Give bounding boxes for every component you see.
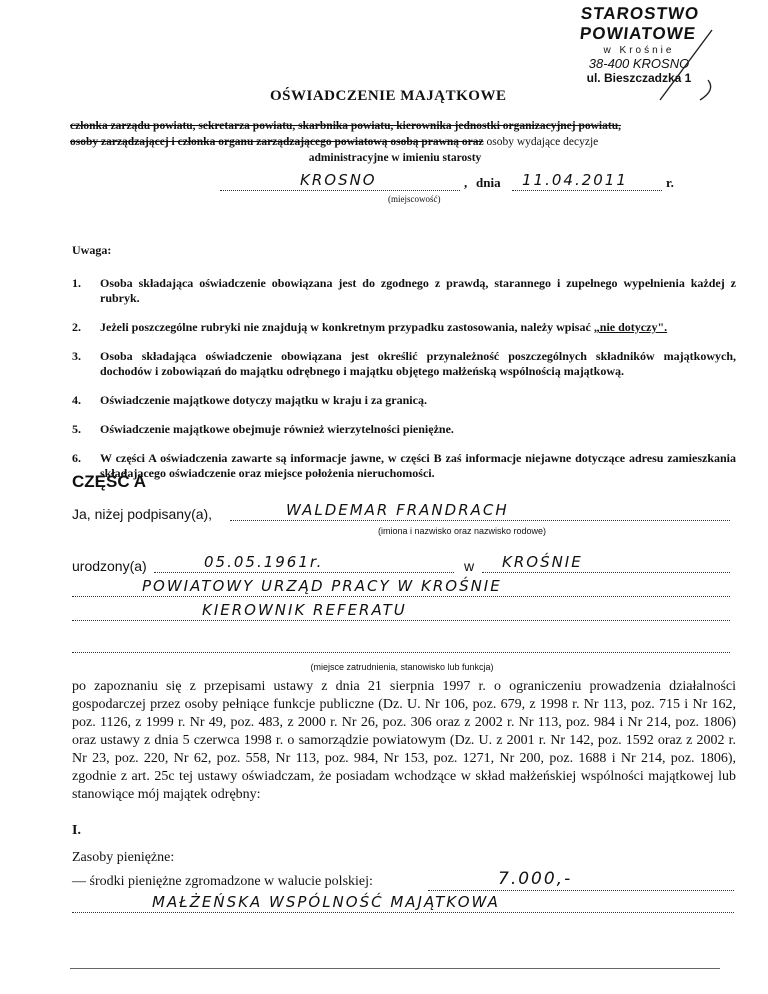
- cash-pln-row: [72, 869, 736, 916]
- stamp-line-1: STAROSTWO POWIATOWE: [578, 4, 701, 43]
- cash-pln-label: — środki pieniężne zgromadzone w walucie polskiej:: [72, 874, 373, 889]
- place-caption: (miejscowość): [388, 194, 441, 204]
- struck-text-2: osoby zarządzającej i członka organu zarządzającego powiatową osobą prawną oraz: [70, 136, 484, 148]
- date-field: [512, 172, 662, 191]
- note-item: 3. Osoba składająca oświadczenie obowiązana jest określić przynależność poszczególnych składników majątkowych, dochodów i zobowiązań do majątku odrębnego i majątku objętego małżeńską wspólnością majątkową.: [72, 349, 736, 378]
- note-item: 1. Osoba składająca oświadczenie obowiązana jest do zgodnego z prawdą, starannego i zupełnego wypełnienia każdej z rubryk.: [72, 276, 736, 305]
- cash-pln-note-field: [72, 894, 734, 913]
- place-date-line: KROSNO , dnia 11.04.2011 r. (miejscowość): [220, 172, 740, 194]
- cash-pln-note: MAŁŻEŃSKA WSPÓLNOŚĆ MAJĄTKOWA: [152, 893, 500, 911]
- workplace-value-2: KIEROWNIK REFERATU: [202, 601, 407, 619]
- notes-list: [72, 276, 736, 495]
- name-value: WALDEMAR FRANDRACH: [286, 501, 509, 519]
- zasoby-heading: Zasoby pieniężne:: [72, 850, 175, 865]
- place-field: [220, 172, 460, 191]
- note-item: 6. W części A oświadczenia zawarte są informacje jawne, w części B zaś informacje niejawne dotyczące adresu zamieszkania składającego oświadczenie oraz miejsce położenia nieruchomości.: [72, 451, 736, 480]
- personal-data-form: [72, 502, 732, 672]
- date-suffix: r.: [666, 175, 674, 190]
- bottom-divider: [70, 968, 720, 969]
- intro-rest: osoby wydające decyzje: [486, 136, 599, 148]
- workplace-field-3: [72, 634, 730, 653]
- stamp-line-4: ul. Bieszczadzka 1: [586, 71, 692, 85]
- workplace-field-1: [72, 578, 730, 597]
- uwaga-heading: Uwaga:: [72, 243, 112, 257]
- date-value: 11.04.2011: [522, 171, 628, 189]
- note-item: 2. Jeżeli poszczególne rubryki nie znajdują w konkretnym przypadku zastosowania, należy wpisać „nie dotyczy".: [72, 320, 668, 334]
- cash-pln-amount: 7.000,-: [498, 869, 573, 889]
- document-title: OŚWIADCZENIE MAJĄTKOWE: [270, 88, 507, 104]
- workplace-field-2: [72, 602, 730, 621]
- note-item: 4. Oświadczenie majątkowe dotyczy majątku w kraju i za granicą.: [72, 393, 427, 407]
- workplace-caption: (miejsce zatrudnienia, stanowisko lub funkcja): [310, 662, 494, 672]
- in-label: w: [464, 558, 475, 574]
- signed-label: Ja, niżej podpisany(a),: [72, 506, 213, 522]
- date-label: dnia: [476, 175, 501, 190]
- born-label: urodzony(a): [72, 558, 147, 574]
- stamp-line-2: w Krośnie: [603, 45, 675, 56]
- name-field: [230, 502, 730, 521]
- intro-block: [70, 118, 720, 166]
- workplace-value-1: POWIATOWY URZĄD PRACY W KROŚNIE: [142, 577, 502, 595]
- born-date-field: [154, 554, 454, 573]
- section-heading-czesc-a: CZĘŚĆ A: [72, 472, 146, 491]
- stamp-line-3: 38-400 KROSNO: [588, 56, 690, 71]
- legal-paragraph: po zapoznaniu się z przepisami ustawy z dnia 21 sierpnia 1997 r. o ograniczeniu prowadzenia działalności gospodarczej przez osoby pełniące funkcje publiczne (Dz. U. Nr 106, poz. 679, z 1998 r. Nr 113, poz. 715 i Nr 162, poz. 1126, z 1999 r. Nr 49, poz. 483, z 2000 r. Nr 26, poz. 306 oraz z 2002 r. Nr 113, poz. 984 i Nr 214, poz. 1806) oraz ustawy z dnia 5 czerwca 1998 r. o samorządzie powiatowym (Dz. U. z 2001 r. Nr 142, poz. 1592 oraz z 2002 r. Nr 23, poz. 220, Nr 62, poz. 558, Nr 113, poz. 984, Nr 153, poz. 1271, Nr 200, poz. 1688 i Nr 214, poz. 1806), zgodnie z art. 25c tej ustawy oświadczam, że posiadam wchodzące w skład małżeńskiej wspólności majątkowej lub stanowiące mój majątek odrębny:: [72, 679, 736, 802]
- born-date-value: 05.05.1961r.: [204, 553, 324, 571]
- section-heading-1: I.: [72, 823, 81, 838]
- born-place-field: [482, 554, 730, 573]
- intro-line-3: administracyjne w imieniu starosty: [308, 152, 482, 164]
- name-caption: (imiona i nazwisko oraz nazwisko rodowe): [377, 526, 547, 536]
- place-value: KROSNO: [300, 171, 377, 189]
- signature-mark: [650, 20, 720, 110]
- struck-text-1: członka zarządu powiatu, sekretarza powiatu, skarbnika powiatu, kierownika jednostki organizacyjnej powiatu,: [70, 120, 621, 132]
- nie-dotyczy-quote: „nie dotyczy".: [593, 320, 668, 334]
- note-item: 5. Oświadczenie majątkowe obejmuje również wierzytelności pieniężne.: [72, 422, 454, 436]
- born-place-value: KROŚNIE: [502, 553, 583, 571]
- cash-pln-field: [428, 869, 734, 891]
